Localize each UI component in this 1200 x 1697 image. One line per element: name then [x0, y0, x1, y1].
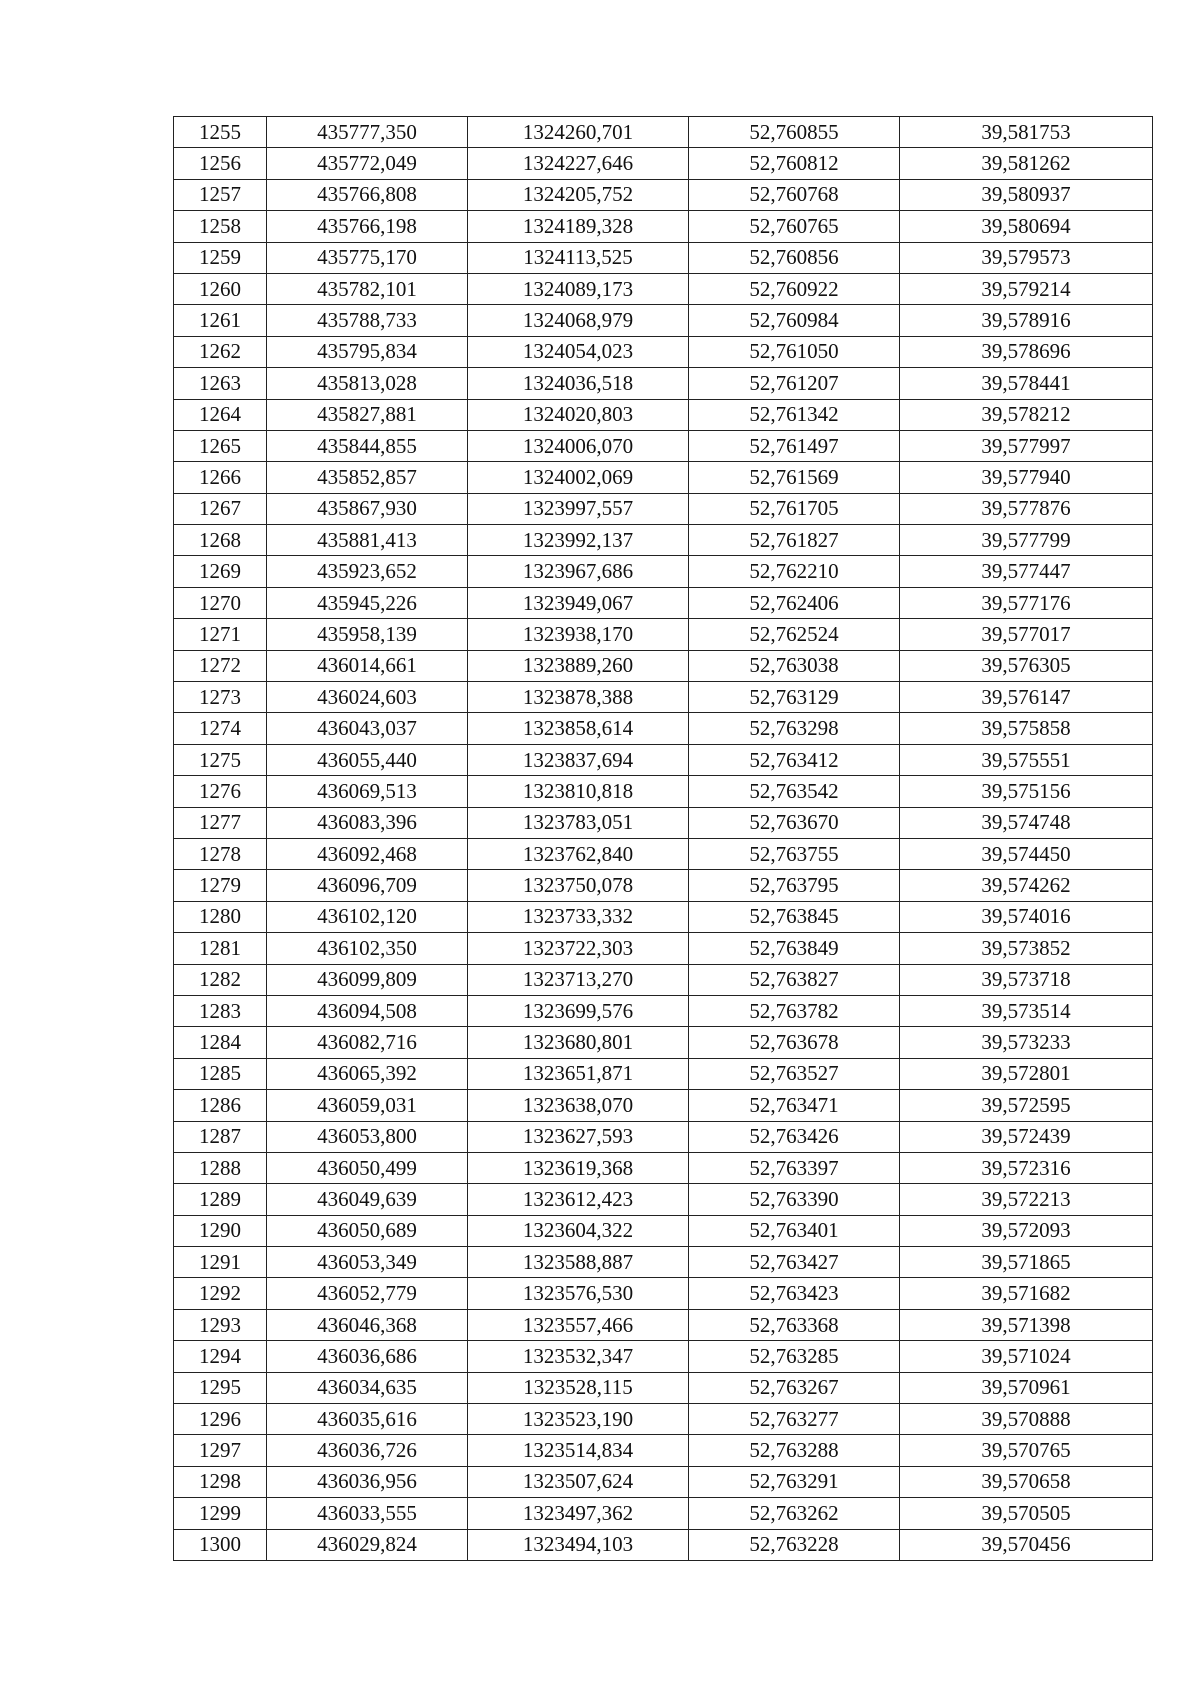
y-coordinate-cell: 1323810,818 — [468, 776, 689, 807]
longitude-cell: 39,573852 — [900, 933, 1153, 964]
latitude-cell: 52,763542 — [689, 776, 900, 807]
point-number-cell: 1297 — [174, 1435, 267, 1466]
y-coordinate-cell: 1323588,887 — [468, 1247, 689, 1278]
table-row — [174, 148, 1153, 179]
latitude-cell: 52,763298 — [689, 713, 900, 744]
y-coordinate-cell: 1324189,328 — [468, 211, 689, 242]
x-coordinate-cell: 436050,689 — [267, 1215, 468, 1246]
y-coordinate-cell: 1323949,067 — [468, 587, 689, 618]
table-row — [174, 838, 1153, 869]
table-row — [174, 179, 1153, 210]
longitude-cell: 39,571865 — [900, 1247, 1153, 1278]
y-coordinate-cell: 1324036,518 — [468, 368, 689, 399]
longitude-cell: 39,573514 — [900, 995, 1153, 1026]
x-coordinate-cell: 435867,930 — [267, 493, 468, 524]
x-coordinate-cell: 436083,396 — [267, 807, 468, 838]
latitude-cell: 52,760855 — [689, 117, 900, 148]
latitude-cell: 52,763397 — [689, 1152, 900, 1183]
latitude-cell: 52,763471 — [689, 1090, 900, 1121]
point-number-cell: 1282 — [174, 964, 267, 995]
point-number-cell: 1275 — [174, 744, 267, 775]
latitude-cell: 52,762406 — [689, 587, 900, 618]
y-coordinate-cell: 1323837,694 — [468, 744, 689, 775]
y-coordinate-cell: 1323627,593 — [468, 1121, 689, 1152]
latitude-cell: 52,763423 — [689, 1278, 900, 1309]
latitude-cell: 52,760768 — [689, 179, 900, 210]
point-number-cell: 1295 — [174, 1372, 267, 1403]
point-number-cell: 1273 — [174, 682, 267, 713]
longitude-cell: 39,579214 — [900, 273, 1153, 304]
table-row — [174, 556, 1153, 587]
latitude-cell: 52,761342 — [689, 399, 900, 430]
point-number-cell: 1288 — [174, 1152, 267, 1183]
x-coordinate-cell: 436053,349 — [267, 1247, 468, 1278]
latitude-cell: 52,763038 — [689, 650, 900, 681]
x-coordinate-cell: 435881,413 — [267, 525, 468, 556]
y-coordinate-cell: 1323733,332 — [468, 901, 689, 932]
table-row — [174, 1529, 1153, 1560]
y-coordinate-cell: 1323992,137 — [468, 525, 689, 556]
longitude-cell: 39,580694 — [900, 211, 1153, 242]
point-number-cell: 1270 — [174, 587, 267, 618]
y-coordinate-cell: 1324227,646 — [468, 148, 689, 179]
x-coordinate-cell: 435782,101 — [267, 273, 468, 304]
table-row — [174, 1090, 1153, 1121]
point-number-cell: 1256 — [174, 148, 267, 179]
x-coordinate-cell: 436055,440 — [267, 744, 468, 775]
point-number-cell: 1287 — [174, 1121, 267, 1152]
y-coordinate-cell: 1323523,190 — [468, 1404, 689, 1435]
table-row — [174, 870, 1153, 901]
x-coordinate-cell: 436069,513 — [267, 776, 468, 807]
latitude-cell: 52,763427 — [689, 1247, 900, 1278]
x-coordinate-cell: 435844,855 — [267, 430, 468, 461]
latitude-cell: 52,763285 — [689, 1341, 900, 1372]
latitude-cell: 52,763670 — [689, 807, 900, 838]
point-number-cell: 1283 — [174, 995, 267, 1026]
longitude-cell: 39,581753 — [900, 117, 1153, 148]
x-coordinate-cell: 436046,368 — [267, 1309, 468, 1340]
table-row — [174, 807, 1153, 838]
point-number-cell: 1255 — [174, 117, 267, 148]
x-coordinate-cell: 436033,555 — [267, 1498, 468, 1529]
longitude-cell: 39,578916 — [900, 305, 1153, 336]
point-number-cell: 1259 — [174, 242, 267, 273]
point-number-cell: 1289 — [174, 1184, 267, 1215]
point-number-cell: 1258 — [174, 211, 267, 242]
x-coordinate-cell: 435923,652 — [267, 556, 468, 587]
x-coordinate-cell: 436059,031 — [267, 1090, 468, 1121]
y-coordinate-cell: 1323938,170 — [468, 619, 689, 650]
latitude-cell: 52,763412 — [689, 744, 900, 775]
table-row — [174, 430, 1153, 461]
point-number-cell: 1269 — [174, 556, 267, 587]
point-number-cell: 1262 — [174, 336, 267, 367]
latitude-cell: 52,761050 — [689, 336, 900, 367]
latitude-cell: 52,761827 — [689, 525, 900, 556]
latitude-cell: 52,763795 — [689, 870, 900, 901]
latitude-cell: 52,760765 — [689, 211, 900, 242]
latitude-cell: 52,761569 — [689, 462, 900, 493]
x-coordinate-cell: 435795,834 — [267, 336, 468, 367]
table-row — [174, 1215, 1153, 1246]
longitude-cell: 39,578441 — [900, 368, 1153, 399]
x-coordinate-cell: 436036,956 — [267, 1466, 468, 1497]
latitude-cell: 52,760922 — [689, 273, 900, 304]
y-coordinate-cell: 1324054,023 — [468, 336, 689, 367]
y-coordinate-cell: 1323680,801 — [468, 1027, 689, 1058]
x-coordinate-cell: 436102,350 — [267, 933, 468, 964]
x-coordinate-cell: 436094,508 — [267, 995, 468, 1026]
y-coordinate-cell: 1324260,701 — [468, 117, 689, 148]
y-coordinate-cell: 1323612,423 — [468, 1184, 689, 1215]
longitude-cell: 39,570888 — [900, 1404, 1153, 1435]
latitude-cell: 52,760812 — [689, 148, 900, 179]
y-coordinate-cell: 1323783,051 — [468, 807, 689, 838]
latitude-cell: 52,763288 — [689, 1435, 900, 1466]
longitude-cell: 39,571024 — [900, 1341, 1153, 1372]
point-number-cell: 1272 — [174, 650, 267, 681]
latitude-cell: 52,763401 — [689, 1215, 900, 1246]
point-number-cell: 1296 — [174, 1404, 267, 1435]
x-coordinate-cell: 435945,226 — [267, 587, 468, 618]
y-coordinate-cell: 1323651,871 — [468, 1058, 689, 1089]
table-row — [174, 1372, 1153, 1403]
x-coordinate-cell: 436036,726 — [267, 1435, 468, 1466]
latitude-cell: 52,763228 — [689, 1529, 900, 1560]
latitude-cell: 52,763849 — [689, 933, 900, 964]
longitude-cell: 39,573718 — [900, 964, 1153, 995]
x-coordinate-cell: 436014,661 — [267, 650, 468, 681]
latitude-cell: 52,763755 — [689, 838, 900, 869]
y-coordinate-cell: 1323889,260 — [468, 650, 689, 681]
table-row — [174, 901, 1153, 932]
y-coordinate-cell: 1323997,557 — [468, 493, 689, 524]
x-coordinate-cell: 436102,120 — [267, 901, 468, 932]
table-row — [174, 650, 1153, 681]
point-number-cell: 1263 — [174, 368, 267, 399]
longitude-cell: 39,577447 — [900, 556, 1153, 587]
x-coordinate-cell: 436082,716 — [267, 1027, 468, 1058]
point-number-cell: 1267 — [174, 493, 267, 524]
point-number-cell: 1276 — [174, 776, 267, 807]
y-coordinate-cell: 1323619,368 — [468, 1152, 689, 1183]
table-row — [174, 776, 1153, 807]
longitude-cell: 39,571682 — [900, 1278, 1153, 1309]
table-row — [174, 462, 1153, 493]
longitude-cell: 39,581262 — [900, 148, 1153, 179]
y-coordinate-cell: 1324068,979 — [468, 305, 689, 336]
y-coordinate-cell: 1323497,362 — [468, 1498, 689, 1529]
table-row — [174, 399, 1153, 430]
x-coordinate-cell: 435827,881 — [267, 399, 468, 430]
table-row — [174, 682, 1153, 713]
y-coordinate-cell: 1323762,840 — [468, 838, 689, 869]
point-number-cell: 1265 — [174, 430, 267, 461]
x-coordinate-cell: 435788,733 — [267, 305, 468, 336]
table-row — [174, 1498, 1153, 1529]
y-coordinate-cell: 1323494,103 — [468, 1529, 689, 1560]
longitude-cell: 39,576147 — [900, 682, 1153, 713]
table-row — [174, 995, 1153, 1026]
longitude-cell: 39,572093 — [900, 1215, 1153, 1246]
latitude-cell: 52,763678 — [689, 1027, 900, 1058]
longitude-cell: 39,579573 — [900, 242, 1153, 273]
point-number-cell: 1290 — [174, 1215, 267, 1246]
latitude-cell: 52,763782 — [689, 995, 900, 1026]
y-coordinate-cell: 1324020,803 — [468, 399, 689, 430]
table-row — [174, 1184, 1153, 1215]
point-number-cell: 1284 — [174, 1027, 267, 1058]
point-number-cell: 1292 — [174, 1278, 267, 1309]
x-coordinate-cell: 435852,857 — [267, 462, 468, 493]
latitude-cell: 52,761497 — [689, 430, 900, 461]
table-row — [174, 305, 1153, 336]
y-coordinate-cell: 1323858,614 — [468, 713, 689, 744]
table-row — [174, 1027, 1153, 1058]
y-coordinate-cell: 1323699,576 — [468, 995, 689, 1026]
latitude-cell: 52,763267 — [689, 1372, 900, 1403]
table-row — [174, 211, 1153, 242]
table-row — [174, 713, 1153, 744]
x-coordinate-cell: 436052,779 — [267, 1278, 468, 1309]
latitude-cell: 52,761207 — [689, 368, 900, 399]
longitude-cell: 39,573233 — [900, 1027, 1153, 1058]
point-number-cell: 1286 — [174, 1090, 267, 1121]
x-coordinate-cell: 435777,350 — [267, 117, 468, 148]
latitude-cell: 52,762524 — [689, 619, 900, 650]
point-number-cell: 1279 — [174, 870, 267, 901]
coordinates-table-body — [174, 117, 1153, 1561]
table-row — [174, 1152, 1153, 1183]
table-row — [174, 1341, 1153, 1372]
longitude-cell: 39,570456 — [900, 1529, 1153, 1560]
longitude-cell: 39,577940 — [900, 462, 1153, 493]
x-coordinate-cell: 435766,198 — [267, 211, 468, 242]
point-number-cell: 1260 — [174, 273, 267, 304]
point-number-cell: 1257 — [174, 179, 267, 210]
longitude-cell: 39,570765 — [900, 1435, 1153, 1466]
y-coordinate-cell: 1323576,530 — [468, 1278, 689, 1309]
point-number-cell: 1294 — [174, 1341, 267, 1372]
table-row — [174, 1466, 1153, 1497]
table-row — [174, 619, 1153, 650]
latitude-cell: 52,763262 — [689, 1498, 900, 1529]
table-row — [174, 587, 1153, 618]
longitude-cell: 39,572801 — [900, 1058, 1153, 1089]
x-coordinate-cell: 436024,603 — [267, 682, 468, 713]
y-coordinate-cell: 1323532,347 — [468, 1341, 689, 1372]
latitude-cell: 52,763129 — [689, 682, 900, 713]
x-coordinate-cell: 436029,824 — [267, 1529, 468, 1560]
x-coordinate-cell: 435813,028 — [267, 368, 468, 399]
point-number-cell: 1281 — [174, 933, 267, 964]
table-row — [174, 1278, 1153, 1309]
table-row — [174, 1435, 1153, 1466]
table-row — [174, 273, 1153, 304]
longitude-cell: 39,572213 — [900, 1184, 1153, 1215]
longitude-cell: 39,577017 — [900, 619, 1153, 650]
point-number-cell: 1285 — [174, 1058, 267, 1089]
y-coordinate-cell: 1323557,466 — [468, 1309, 689, 1340]
y-coordinate-cell: 1323528,115 — [468, 1372, 689, 1403]
point-number-cell: 1299 — [174, 1498, 267, 1529]
longitude-cell: 39,575858 — [900, 713, 1153, 744]
point-number-cell: 1293 — [174, 1309, 267, 1340]
y-coordinate-cell: 1324006,070 — [468, 430, 689, 461]
latitude-cell: 52,763845 — [689, 901, 900, 932]
y-coordinate-cell: 1323722,303 — [468, 933, 689, 964]
table-row — [174, 744, 1153, 775]
point-number-cell: 1298 — [174, 1466, 267, 1497]
longitude-cell: 39,570505 — [900, 1498, 1153, 1529]
point-number-cell: 1280 — [174, 901, 267, 932]
y-coordinate-cell: 1324089,173 — [468, 273, 689, 304]
x-coordinate-cell: 436099,809 — [267, 964, 468, 995]
y-coordinate-cell: 1323967,686 — [468, 556, 689, 587]
latitude-cell: 52,763368 — [689, 1309, 900, 1340]
longitude-cell: 39,580937 — [900, 179, 1153, 210]
longitude-cell: 39,576305 — [900, 650, 1153, 681]
y-coordinate-cell: 1323638,070 — [468, 1090, 689, 1121]
y-coordinate-cell: 1324205,752 — [468, 179, 689, 210]
x-coordinate-cell: 436049,639 — [267, 1184, 468, 1215]
longitude-cell: 39,570658 — [900, 1466, 1153, 1497]
table-row — [174, 1404, 1153, 1435]
x-coordinate-cell: 435958,139 — [267, 619, 468, 650]
longitude-cell: 39,578696 — [900, 336, 1153, 367]
longitude-cell: 39,577176 — [900, 587, 1153, 618]
longitude-cell: 39,571398 — [900, 1309, 1153, 1340]
x-coordinate-cell: 436036,686 — [267, 1341, 468, 1372]
x-coordinate-cell: 436050,499 — [267, 1152, 468, 1183]
x-coordinate-cell: 436065,392 — [267, 1058, 468, 1089]
table-row — [174, 964, 1153, 995]
table-row — [174, 1058, 1153, 1089]
latitude-cell: 52,763527 — [689, 1058, 900, 1089]
y-coordinate-cell: 1323750,078 — [468, 870, 689, 901]
longitude-cell: 39,572316 — [900, 1152, 1153, 1183]
y-coordinate-cell: 1323878,388 — [468, 682, 689, 713]
x-coordinate-cell: 435766,808 — [267, 179, 468, 210]
x-coordinate-cell: 435775,170 — [267, 242, 468, 273]
longitude-cell: 39,575551 — [900, 744, 1153, 775]
table-row — [174, 933, 1153, 964]
table-row — [174, 242, 1153, 273]
table-row — [174, 336, 1153, 367]
x-coordinate-cell: 436096,709 — [267, 870, 468, 901]
x-coordinate-cell: 436034,635 — [267, 1372, 468, 1403]
y-coordinate-cell: 1323604,322 — [468, 1215, 689, 1246]
longitude-cell: 39,574262 — [900, 870, 1153, 901]
x-coordinate-cell: 436043,037 — [267, 713, 468, 744]
table-row — [174, 525, 1153, 556]
longitude-cell: 39,577997 — [900, 430, 1153, 461]
point-number-cell: 1271 — [174, 619, 267, 650]
latitude-cell: 52,762210 — [689, 556, 900, 587]
point-number-cell: 1277 — [174, 807, 267, 838]
longitude-cell: 39,574016 — [900, 901, 1153, 932]
point-number-cell: 1274 — [174, 713, 267, 744]
point-number-cell: 1278 — [174, 838, 267, 869]
latitude-cell: 52,763291 — [689, 1466, 900, 1497]
longitude-cell: 39,575156 — [900, 776, 1153, 807]
y-coordinate-cell: 1323713,270 — [468, 964, 689, 995]
y-coordinate-cell: 1323514,834 — [468, 1435, 689, 1466]
x-coordinate-cell: 435772,049 — [267, 148, 468, 179]
point-number-cell: 1291 — [174, 1247, 267, 1278]
longitude-cell: 39,572595 — [900, 1090, 1153, 1121]
y-coordinate-cell: 1324113,525 — [468, 242, 689, 273]
longitude-cell: 39,578212 — [900, 399, 1153, 430]
x-coordinate-cell: 436092,468 — [267, 838, 468, 869]
latitude-cell: 52,761705 — [689, 493, 900, 524]
x-coordinate-cell: 436035,616 — [267, 1404, 468, 1435]
longitude-cell: 39,577799 — [900, 525, 1153, 556]
latitude-cell: 52,760984 — [689, 305, 900, 336]
point-number-cell: 1266 — [174, 462, 267, 493]
table-row — [174, 493, 1153, 524]
table-row — [174, 117, 1153, 148]
x-coordinate-cell: 436053,800 — [267, 1121, 468, 1152]
latitude-cell: 52,763390 — [689, 1184, 900, 1215]
table-row — [174, 1121, 1153, 1152]
table-row — [174, 1247, 1153, 1278]
longitude-cell: 39,570961 — [900, 1372, 1153, 1403]
table-row — [174, 1309, 1153, 1340]
y-coordinate-cell: 1324002,069 — [468, 462, 689, 493]
latitude-cell: 52,763277 — [689, 1404, 900, 1435]
longitude-cell: 39,572439 — [900, 1121, 1153, 1152]
latitude-cell: 52,763827 — [689, 964, 900, 995]
point-number-cell: 1268 — [174, 525, 267, 556]
latitude-cell: 52,763426 — [689, 1121, 900, 1152]
latitude-cell: 52,760856 — [689, 242, 900, 273]
longitude-cell: 39,574450 — [900, 838, 1153, 869]
coordinates-table — [173, 116, 1153, 1561]
point-number-cell: 1300 — [174, 1529, 267, 1560]
longitude-cell: 39,574748 — [900, 807, 1153, 838]
table-row — [174, 368, 1153, 399]
longitude-cell: 39,577876 — [900, 493, 1153, 524]
y-coordinate-cell: 1323507,624 — [468, 1466, 689, 1497]
point-number-cell: 1261 — [174, 305, 267, 336]
point-number-cell: 1264 — [174, 399, 267, 430]
